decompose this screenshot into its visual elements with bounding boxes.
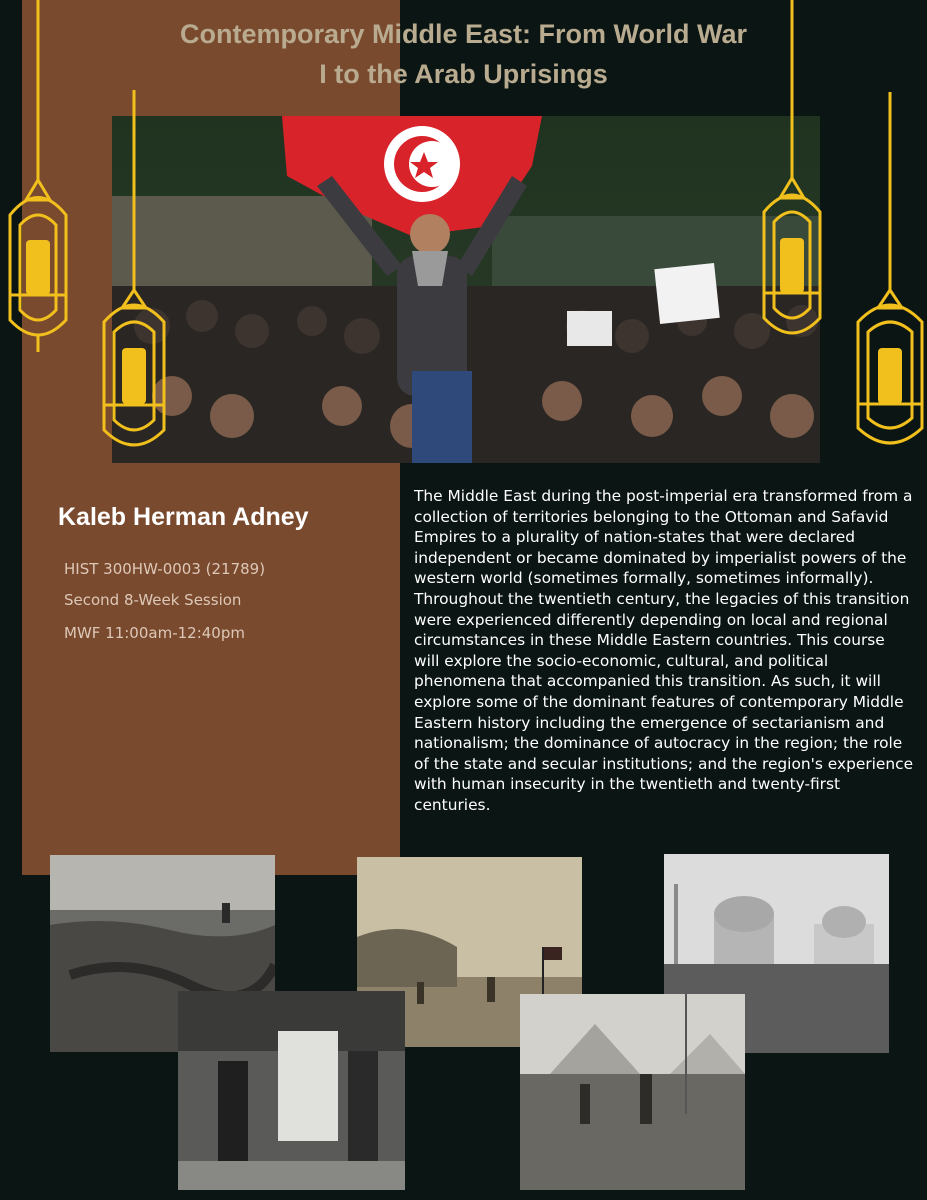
photo-pyramids-soldiers [520,994,745,1190]
course-code: HIST 300HW-0003 (21789) [64,560,266,578]
photo-officers-saluting [178,991,405,1190]
title-line-2: I to the Arab Uprisings [319,59,608,89]
course-schedule: MWF 11:00am-12:40pm [64,624,245,642]
instructor-name: Kaleb Herman Adney [58,503,309,531]
hero-photo-protest [112,116,820,463]
course-description: The Middle East during the post-imperial era transformed from a collection of territories belonging to the Ottoman and Safavid Empires to a plurality of nation-states that were declared independent or became dominated by imperialist powers of the western world (sometimes formally, sometimes informally). Throughout the twentieth century, the legacies of this transition were experienced differently depending on local and regional circumstances in these Middle Eastern countries. This course will explore the socio-economic, cultural, and political phenomena that accompanied this transition. As such, it will explore some of the dominant features of contemporary Middle Eastern history including the emergence of sectarianism and nationalism; the dominance of autocracy in the region; the role of the state and secular institutions; and the region's experience with human insecurity in the twentieth and twenty-first centuries. [414,487,914,814]
lantern-right-2-icon [850,92,927,467]
page-title [100,14,827,94]
lantern-left-1-icon [0,0,80,360]
title-line-1: Contemporary Middle East: From World War [179,19,748,49]
lantern-left-2-icon [96,90,176,465]
course-session: Second 8-Week Session [64,591,242,609]
lantern-right-1-icon [752,0,832,360]
